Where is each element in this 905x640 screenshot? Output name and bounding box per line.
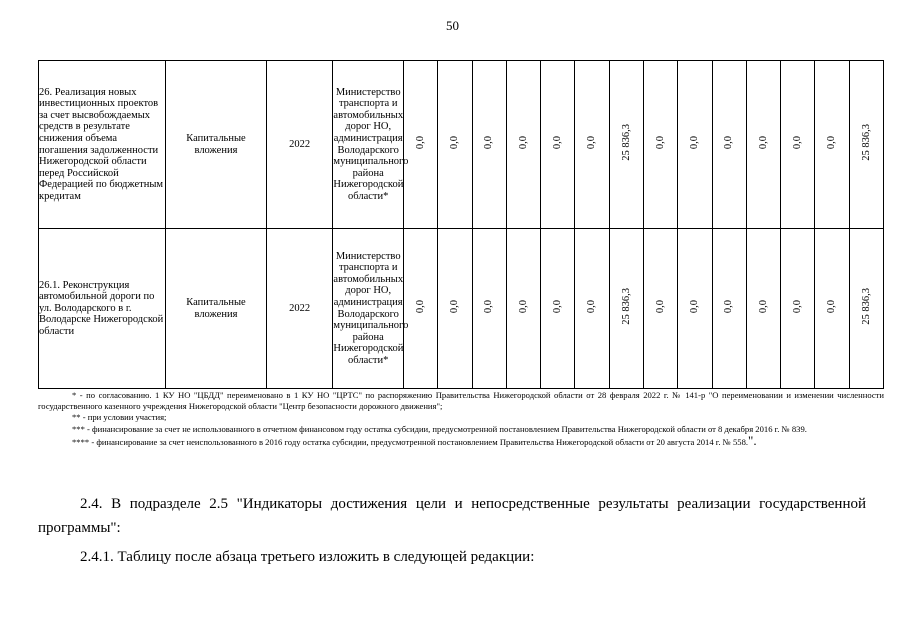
value-cell bbox=[815, 229, 849, 389]
value-cell bbox=[438, 61, 472, 229]
value-cell bbox=[781, 61, 815, 229]
year-cell: 2022 bbox=[266, 229, 333, 389]
value-cell bbox=[849, 229, 883, 389]
value-text: 0,0 bbox=[826, 300, 838, 314]
value-cell bbox=[643, 61, 677, 229]
value-cell bbox=[678, 229, 712, 389]
value-cell bbox=[678, 61, 712, 229]
year-cell: 2022 bbox=[266, 61, 333, 229]
value-text: 0,0 bbox=[414, 300, 426, 314]
value-text: 0,0 bbox=[723, 300, 735, 314]
value-text: 0,0 bbox=[551, 136, 563, 150]
footnote-4-closing-quote: ". bbox=[748, 432, 757, 448]
value-text: 0,0 bbox=[586, 136, 598, 150]
footnote-1: * - по согласованию. 1 КУ НО "ЦБДД" переименовано в 1 КУ НО "ЦРТС" по распоряжению Правительства Нижегородской области от 28 февраля 2022 г. № 141-р "О переименовании и изменении численности государственного казенного учреждения Нижегородской области "Центр безопасности дорожного движения"; bbox=[38, 390, 884, 412]
value-text: 0,0 bbox=[654, 136, 666, 150]
value-cell bbox=[506, 61, 540, 229]
value-text: 0,0 bbox=[723, 136, 735, 150]
measure-name-cell: 26.1. Реконструкция автомобильной дороги по ул. Володарского в г. Володарске Нижегородской области bbox=[39, 229, 166, 389]
value-text: 0,0 bbox=[791, 136, 803, 150]
value-text: 0,0 bbox=[483, 136, 495, 150]
value-cell bbox=[438, 229, 472, 389]
value-text: 0,0 bbox=[551, 300, 563, 314]
value-cell bbox=[643, 229, 677, 389]
value-text: 25 836,3 bbox=[860, 124, 872, 162]
value-text: 0,0 bbox=[689, 300, 701, 314]
value-cell bbox=[849, 61, 883, 229]
value-text: 0,0 bbox=[586, 300, 598, 314]
executor-cell: Министерство транспорта и автомобильных дорог НО, администрация Володарского муниципального района Нижегородской области* bbox=[333, 229, 404, 389]
value-cell bbox=[746, 61, 780, 229]
value-cell bbox=[575, 229, 609, 389]
value-text: 25 836,3 bbox=[620, 288, 632, 326]
table-row bbox=[39, 61, 884, 229]
value-text: 0,0 bbox=[689, 136, 701, 150]
value-cell bbox=[815, 61, 849, 229]
value-cell bbox=[609, 61, 643, 229]
value-text: 0,0 bbox=[826, 136, 838, 150]
page-number: 50 bbox=[446, 18, 459, 33]
value-text: 0,0 bbox=[483, 300, 495, 314]
value-text: 0,0 bbox=[449, 300, 461, 314]
value-text: 0,0 bbox=[757, 136, 769, 150]
value-cell bbox=[541, 61, 575, 229]
value-text: 0,0 bbox=[757, 300, 769, 314]
value-text: 25 836,3 bbox=[620, 124, 632, 162]
value-text: 0,0 bbox=[791, 300, 803, 314]
value-cell bbox=[404, 61, 438, 229]
footnote-3: *** - финансирование за счет не использованного в отчетном финансовом году остатка субсидии, предусмотренной постановлением Правительства Нижегородской области от 8 декабря 2016 г. № 839. bbox=[72, 423, 807, 434]
table-row bbox=[39, 229, 884, 389]
value-cell bbox=[404, 229, 438, 389]
paragraph-2-4-1: 2.4.1. Таблицу после абзаца третьего изложить в следующей редакции: bbox=[80, 549, 535, 565]
value-cell bbox=[575, 61, 609, 229]
expense-type-cell: Капитальные вложения bbox=[166, 61, 267, 229]
measure-name-cell: 26. Реализация новых инвестиционных проектов за счет высвобождаемых средств в результате снижения объема погашения задолженности Нижегородской области перед Российской Федерацией по бюджетным кредитам bbox=[39, 61, 166, 229]
value-cell bbox=[712, 61, 746, 229]
value-text: 0,0 bbox=[654, 300, 666, 314]
value-text: 0,0 bbox=[517, 300, 529, 314]
value-cell bbox=[746, 229, 780, 389]
value-text: 25 836,3 bbox=[860, 288, 872, 326]
value-cell bbox=[712, 229, 746, 389]
footnote-2: ** - при условии участия; bbox=[72, 412, 167, 423]
footnotes bbox=[38, 390, 884, 448]
executor-cell: Министерство транспорта и автомобильных дорог НО, администрация Володарского муниципального района Нижегородской области* bbox=[333, 61, 404, 229]
expense-type-cell: Капитальные вложения bbox=[166, 229, 267, 389]
value-cell bbox=[472, 229, 506, 389]
footnote-4-text: **** - финансирование за счет неиспользованного в 2016 году остатка субсидии, предусмотренной постановлением Правительства Нижегородской области от 20 августа 2014 г. № 558. bbox=[72, 436, 749, 447]
funding-table bbox=[38, 60, 884, 389]
value-cell bbox=[609, 229, 643, 389]
value-cell bbox=[781, 229, 815, 389]
value-text: 0,0 bbox=[449, 136, 461, 150]
footnote-4 bbox=[38, 432, 884, 448]
paragraph-2-4: 2.4. В подразделе 2.5 "Индикаторы достижения цели и непосредственные результаты реализации государственной программы": bbox=[38, 496, 866, 536]
value-cell bbox=[472, 61, 506, 229]
value-text: 0,0 bbox=[517, 136, 529, 150]
value-cell bbox=[541, 229, 575, 389]
value-cell bbox=[506, 229, 540, 389]
value-text: 0,0 bbox=[414, 136, 426, 150]
